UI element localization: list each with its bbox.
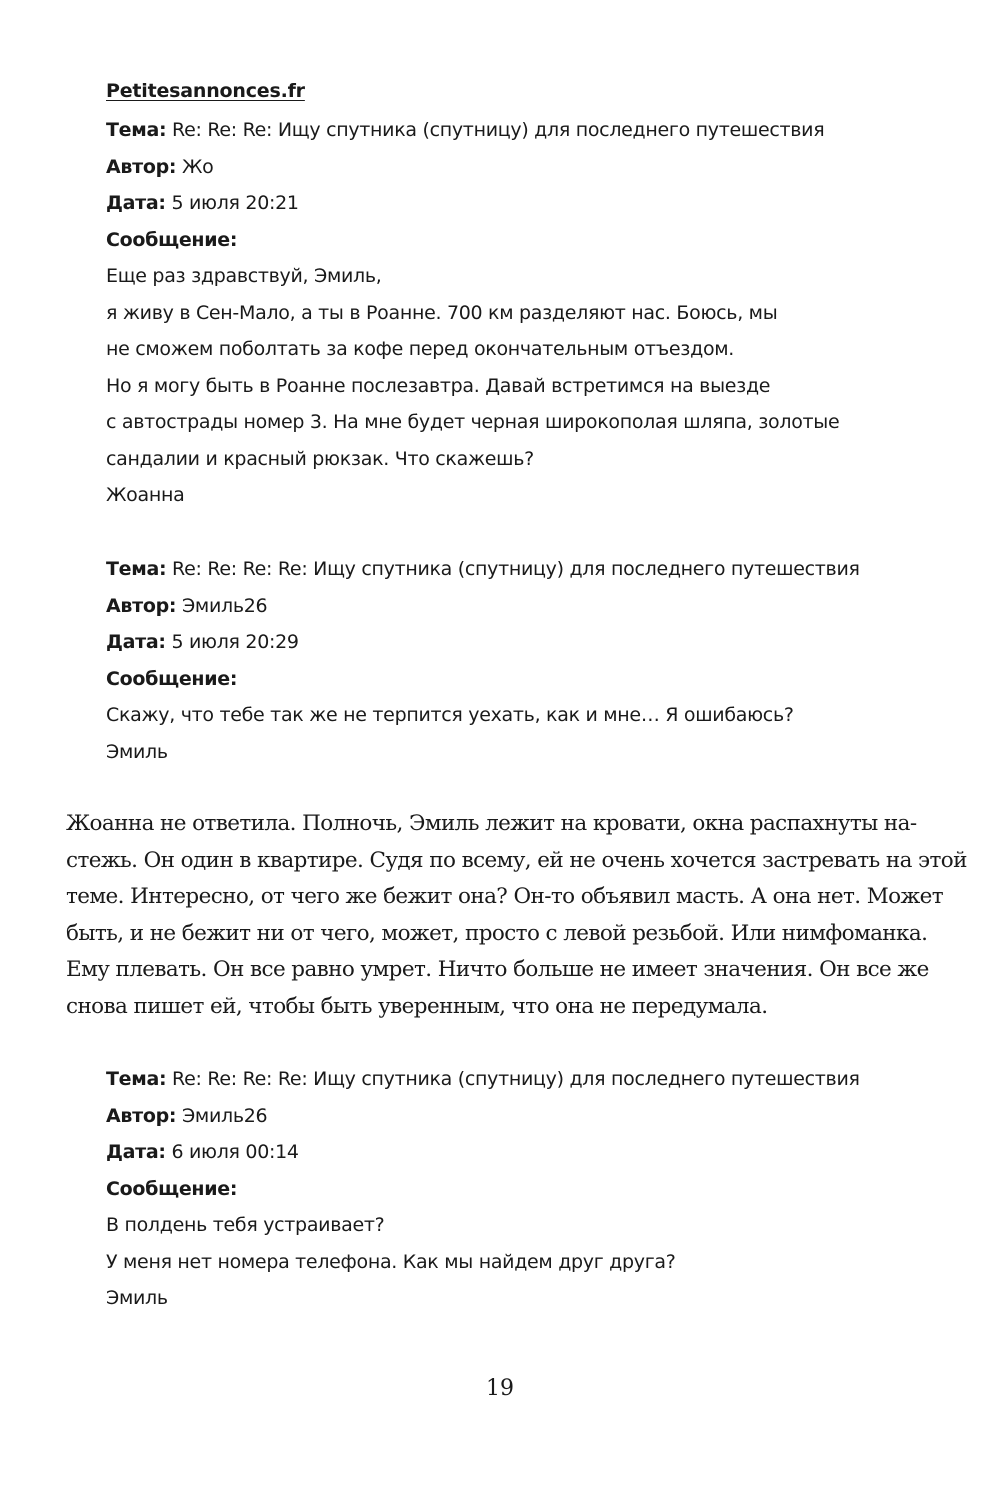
subject-label: Тема: — [106, 1068, 167, 1090]
message-line: Еще раз здравствуй, Эмиль, — [106, 265, 382, 287]
date-value: 5 июля 20:21 — [171, 192, 299, 214]
date-value: 6 июля 00:14 — [171, 1141, 299, 1163]
narrative-line: быть, и не бежит ни от чего, может, просто с левой резьбой. Или нимфоманка. — [66, 920, 928, 946]
author-value: Эмиль26 — [181, 1104, 268, 1127]
message-subject — [106, 1061, 860, 1098]
message-subject — [106, 112, 839, 149]
message-date — [106, 1134, 860, 1171]
message-signature: Эмиль — [106, 740, 168, 763]
message-signature: Жоанна — [106, 484, 185, 506]
message-author — [106, 149, 839, 186]
message-label: Сообщение: — [106, 1177, 238, 1200]
subject-value: Re: Re: Re: Re: Ищу спутника (спутницу) для последнего путешествия — [172, 558, 860, 580]
author-value: Эмиль26 — [181, 594, 268, 617]
forum-message — [106, 551, 860, 770]
page-number: 19 — [486, 1376, 514, 1401]
date-label: Дата: — [106, 631, 166, 653]
message-line: я живу в Сен-Мало, а ты в Роанне. 700 км разделяют нас. Боюсь, мы — [106, 301, 778, 324]
author-value: Жо — [181, 155, 214, 178]
author-label: Автор: — [106, 1104, 177, 1127]
subject-value: Re: Re: Re: Re: Ищу спутника (спутницу) для последнего путешествия — [172, 1068, 860, 1090]
message-line: Но я могу быть в Роанне послезавтра. Давай встретимся на выезде — [106, 374, 771, 397]
message-author — [106, 1098, 860, 1135]
message-label: Сообщение: — [106, 667, 238, 690]
narrative-paragraph — [66, 806, 967, 1025]
narrative-line: Ему плевать. Он все равно умрет. Ничто больше не имеет значения. Он все же — [66, 957, 929, 982]
message-line: В полдень тебя устраивает? — [106, 1214, 385, 1236]
message-date — [106, 185, 839, 222]
site-name: Petitesannonces.fr — [106, 80, 305, 102]
narrative-line: Жоанна не ответила. Полночь, Эмиль лежит на кровати, окна распахнуты на- — [66, 811, 917, 836]
message-subject — [106, 551, 860, 588]
message-line: Скажу, что тебе так же не терпится уехать, как и мне… Я ошибаюсь? — [106, 704, 794, 726]
subject-label: Тема: — [106, 558, 167, 580]
author-label: Автор: — [106, 594, 177, 617]
message-signature: Эмиль — [106, 1287, 168, 1309]
forum-message — [106, 1061, 860, 1317]
message-date — [106, 624, 860, 661]
narrative-line: теме. Интересно, от чего же бежит она? Он-то объявил масть. А она нет. Может — [66, 884, 944, 909]
author-label: Автор: — [106, 155, 177, 178]
forum-message — [106, 112, 839, 514]
date-label: Дата: — [106, 192, 166, 214]
subject-value: Re: Re: Re: Ищу спутника (спутницу) для последнего путешествия — [172, 119, 825, 141]
message-line: У меня нет номера телефона. Как мы найдем друг друга? — [106, 1250, 676, 1273]
narrative-line: снова пишет ей, чтобы быть уверенным, что она не передумала. — [66, 993, 768, 1019]
subject-label: Тема: — [106, 119, 167, 141]
date-label: Дата: — [106, 1141, 166, 1163]
date-value: 5 июля 20:29 — [171, 631, 299, 653]
message-author — [106, 588, 860, 625]
message-line: не сможем поболтать за кофе перед окончательным отъездом. — [106, 338, 735, 360]
message-line: сандалии и красный рюкзак. Что скажешь? — [106, 447, 534, 470]
narrative-line: стежь. Он один в квартире. Судя по всему, ей не очень хочется застревать на этой — [66, 847, 967, 873]
message-label: Сообщение: — [106, 228, 238, 251]
message-line: с автострады номер 3. На мне будет черная широкополая шляпа, золотые — [106, 411, 840, 433]
